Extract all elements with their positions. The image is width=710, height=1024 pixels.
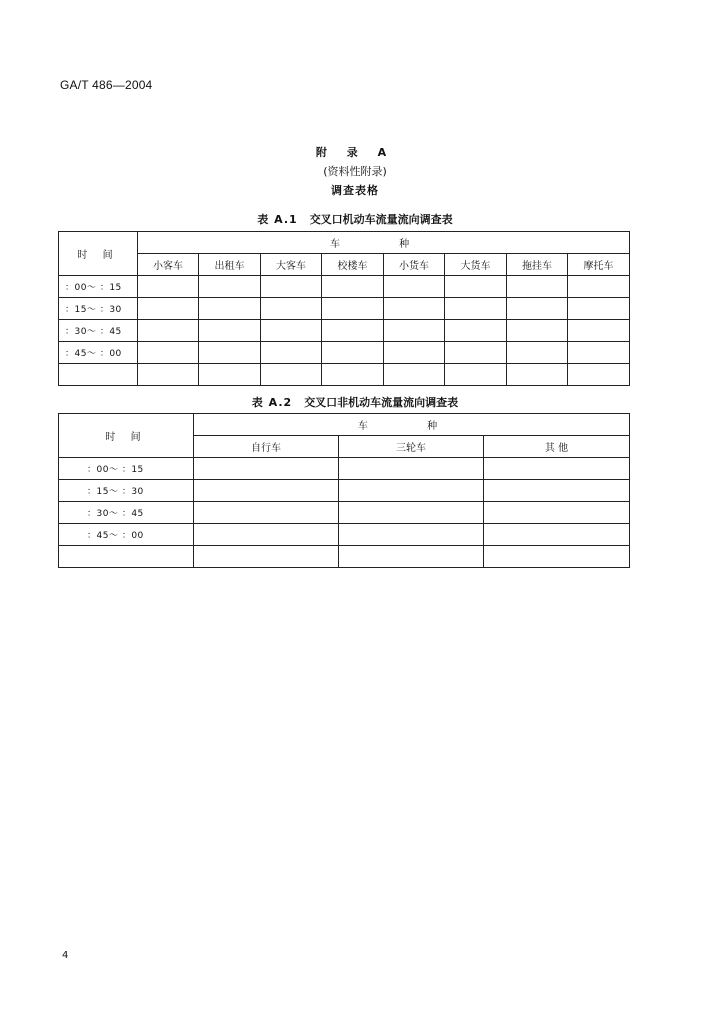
table1-column-header: 小货车	[384, 254, 445, 276]
table-cell	[199, 342, 261, 364]
table-cell	[322, 276, 384, 298]
table-row	[59, 546, 630, 568]
table-cell	[138, 298, 199, 320]
table-cell	[445, 364, 507, 386]
table1-time-cell: ：45～ ：00	[59, 342, 138, 364]
table-cell	[194, 458, 339, 480]
table1-column-header: 大货车	[445, 254, 507, 276]
table2-caption-title: 交叉口非机动车流量流向调查表	[304, 396, 459, 409]
document-id: GA/T 486—2004	[60, 78, 153, 92]
table2-time-cell	[59, 546, 194, 568]
table1-caption	[0, 211, 710, 227]
table-row	[59, 320, 630, 342]
table-cell	[445, 320, 507, 342]
appendix-name: 调查表格	[331, 184, 379, 197]
table-cell	[384, 320, 445, 342]
table-cell	[568, 298, 630, 320]
table1-time-cell	[59, 364, 138, 386]
table1-column-header: 出租车	[199, 254, 261, 276]
table-cell	[261, 320, 322, 342]
table-cell	[322, 298, 384, 320]
table-row	[59, 364, 630, 386]
table-cell	[507, 364, 568, 386]
table-cell	[507, 276, 568, 298]
table-cell	[138, 342, 199, 364]
table-cell	[138, 320, 199, 342]
table1-column-header: 拖挂车	[507, 254, 568, 276]
table-cell	[339, 480, 484, 502]
table-cell	[384, 364, 445, 386]
table2-time-cell: ：00～ ：15	[59, 458, 194, 480]
table-cell	[194, 546, 339, 568]
table1-column-header: 大客车	[261, 254, 322, 276]
table-cell	[339, 458, 484, 480]
table1-time-cell: ：30～ ：45	[59, 320, 138, 342]
motor-vehicle-survey-table	[58, 231, 630, 386]
table-cell	[199, 364, 261, 386]
table-cell	[339, 524, 484, 546]
table-cell	[507, 320, 568, 342]
table1-time-header: 时 间	[59, 232, 138, 276]
table-cell	[568, 276, 630, 298]
table-cell	[484, 458, 630, 480]
table-cell	[507, 342, 568, 364]
table-cell	[322, 320, 384, 342]
table1-time-cell: ：00～ ：15	[59, 276, 138, 298]
table-cell	[484, 546, 630, 568]
table1-column-header: 校楼车	[322, 254, 384, 276]
table-cell	[261, 364, 322, 386]
table-cell	[261, 298, 322, 320]
table-row	[59, 458, 630, 480]
table-cell	[484, 502, 630, 524]
table-cell	[199, 320, 261, 342]
table-cell	[322, 364, 384, 386]
table2-time-header: 时 间	[59, 414, 194, 458]
non-motor-vehicle-survey-table	[58, 413, 630, 568]
table-cell	[261, 342, 322, 364]
table-cell	[384, 298, 445, 320]
table-row	[59, 524, 630, 546]
table-row	[59, 276, 630, 298]
table2-time-cell: ：15～ ：30	[59, 480, 194, 502]
table-cell	[384, 276, 445, 298]
table2-column-header: 其 他	[484, 436, 630, 458]
table-cell	[445, 276, 507, 298]
table-cell	[194, 480, 339, 502]
table1-time-cell: ：15～ ：30	[59, 298, 138, 320]
table-row	[59, 480, 630, 502]
table-cell	[568, 320, 630, 342]
table-cell	[445, 298, 507, 320]
table2-caption	[0, 394, 710, 410]
table-cell	[138, 276, 199, 298]
table-cell	[384, 342, 445, 364]
table-cell	[261, 276, 322, 298]
table-cell	[322, 342, 384, 364]
table-row	[59, 502, 630, 524]
table-cell	[484, 524, 630, 546]
table-cell	[484, 480, 630, 502]
appendix-subtitle: (资料性附录)	[323, 165, 387, 178]
page-number: 4	[62, 950, 69, 961]
table-cell	[568, 342, 630, 364]
table1-caption-number: 表 A.1	[257, 213, 298, 226]
table-cell	[339, 502, 484, 524]
table-cell	[138, 364, 199, 386]
table-cell	[199, 298, 261, 320]
appendix-title: 附 录 A	[315, 146, 395, 159]
table-cell	[194, 524, 339, 546]
table1-caption-title: 交叉口机动车流量流向调查表	[309, 213, 453, 226]
table2-time-cell: ：45～ ：00	[59, 524, 194, 546]
table-cell	[568, 364, 630, 386]
table-cell	[194, 502, 339, 524]
table-cell	[445, 342, 507, 364]
table-row	[59, 342, 630, 364]
table-cell	[339, 546, 484, 568]
table2-vehicle-type-header: 车 种	[194, 414, 630, 436]
table-cell	[199, 276, 261, 298]
table2-time-cell: ：30～ ：45	[59, 502, 194, 524]
table-cell	[507, 298, 568, 320]
table2-column-header: 三轮车	[339, 436, 484, 458]
table1-column-header: 摩托车	[568, 254, 630, 276]
table-row	[59, 298, 630, 320]
table2-column-header: 自行车	[194, 436, 339, 458]
table1-column-header: 小客车	[138, 254, 199, 276]
table2-caption-number: 表 A.2	[251, 396, 293, 409]
table1-vehicle-type-header: 车 种	[138, 232, 630, 254]
